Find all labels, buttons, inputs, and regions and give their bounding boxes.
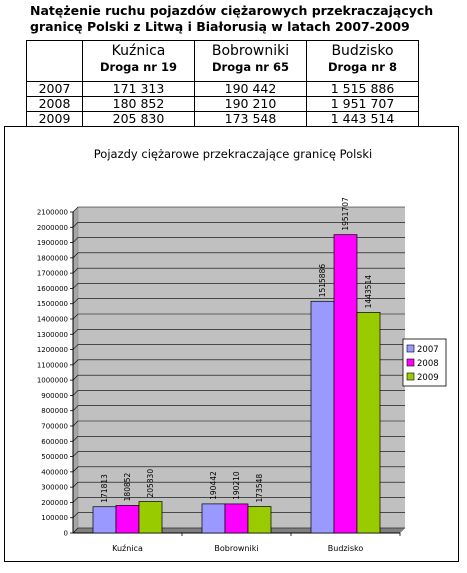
category-label: Budzisko xyxy=(327,544,364,553)
table-cell: 190 442 xyxy=(195,82,307,97)
table-cell: 1 515 886 xyxy=(307,82,419,97)
row-year: 2008 xyxy=(27,97,83,112)
site-name: Kuźnica xyxy=(111,43,166,59)
bar xyxy=(202,504,225,533)
y-tick-label: 800000 xyxy=(41,407,68,416)
bar xyxy=(139,502,162,533)
y-tick-label: 1800000 xyxy=(36,254,68,263)
data-label: 190210 xyxy=(232,471,241,500)
legend-label: 2009 xyxy=(417,373,439,383)
bar xyxy=(311,301,334,533)
legend-swatch xyxy=(407,373,414,380)
site-name: Bobrowniki xyxy=(211,43,290,59)
y-tick-label: 500000 xyxy=(41,453,68,462)
table-cell: 173 548 xyxy=(195,112,307,127)
y-tick-label: 100000 xyxy=(41,514,68,523)
y-tick-label: 300000 xyxy=(41,483,68,492)
site-name: Budzisko xyxy=(331,43,394,59)
category-label: Kuźnica xyxy=(112,544,143,553)
y-tick-label: 700000 xyxy=(41,422,68,431)
y-tick-label: 1300000 xyxy=(36,330,68,339)
row-year: 2009 xyxy=(27,112,83,127)
y-tick-label: 1500000 xyxy=(36,300,68,309)
y-tick-label: 2000000 xyxy=(36,223,68,232)
y-tick-label: 1400000 xyxy=(36,315,68,324)
data-label: 1951707 xyxy=(341,197,350,231)
y-tick-label: 0 xyxy=(63,529,68,538)
table-cell: 205 830 xyxy=(83,112,195,127)
road-name: Droga nr 8 xyxy=(328,60,397,74)
bar xyxy=(225,504,248,533)
data-label: 173548 xyxy=(255,473,264,503)
y-tick-label: 1700000 xyxy=(36,269,68,278)
heading-line-2: granicę Polski z Litwą i Białorusią w latach 2007-2009 xyxy=(30,19,410,34)
y-tick-label: 2100000 xyxy=(36,208,68,217)
y-tick-label: 200000 xyxy=(41,498,68,507)
heading-line-1: Natężenie ruchu pojazdów ciężarowych przekraczających xyxy=(30,3,434,18)
bar xyxy=(334,235,357,533)
y-tick-label: 900000 xyxy=(41,391,68,400)
road-name: Droga nr 65 xyxy=(212,60,289,74)
chart-title: Pojazdy ciężarowe przekraczające granicę Polski xyxy=(93,147,373,161)
row-year: 2007 xyxy=(27,82,83,97)
data-label: 1515886 xyxy=(318,263,327,298)
table-cell: 190 210 xyxy=(195,97,307,112)
data-label: 190442 xyxy=(209,471,218,500)
y-tick-label: 400000 xyxy=(41,468,68,477)
legend-label: 2007 xyxy=(417,345,439,355)
data-label: 1443514 xyxy=(364,274,373,309)
table-cell: 171 313 xyxy=(83,82,195,97)
table-cell: 1 951 707 xyxy=(307,97,419,112)
bar xyxy=(357,312,380,533)
legend-swatch xyxy=(407,359,414,366)
legend-label: 2008 xyxy=(417,359,439,369)
data-label: 180852 xyxy=(123,472,132,502)
bar xyxy=(248,506,271,533)
y-tick-label: 600000 xyxy=(41,437,68,446)
table-cell: 180 852 xyxy=(83,97,195,112)
road-name: Droga nr 19 xyxy=(100,60,177,74)
y-tick-label: 1600000 xyxy=(36,284,68,293)
data-label: 171813 xyxy=(100,474,109,503)
bar xyxy=(93,507,116,533)
y-tick-label: 1900000 xyxy=(36,239,68,248)
y-tick-label: 1100000 xyxy=(36,361,68,370)
bar xyxy=(116,505,139,533)
y-tick-label: 1000000 xyxy=(36,376,68,385)
data-label: 205830 xyxy=(146,468,155,498)
legend-swatch xyxy=(407,345,414,352)
category-label: Bobrowniki xyxy=(214,544,259,553)
table-cell: 1 443 514 xyxy=(307,112,419,127)
y-tick-label: 1200000 xyxy=(36,346,68,355)
plot-side-wall xyxy=(73,207,78,533)
